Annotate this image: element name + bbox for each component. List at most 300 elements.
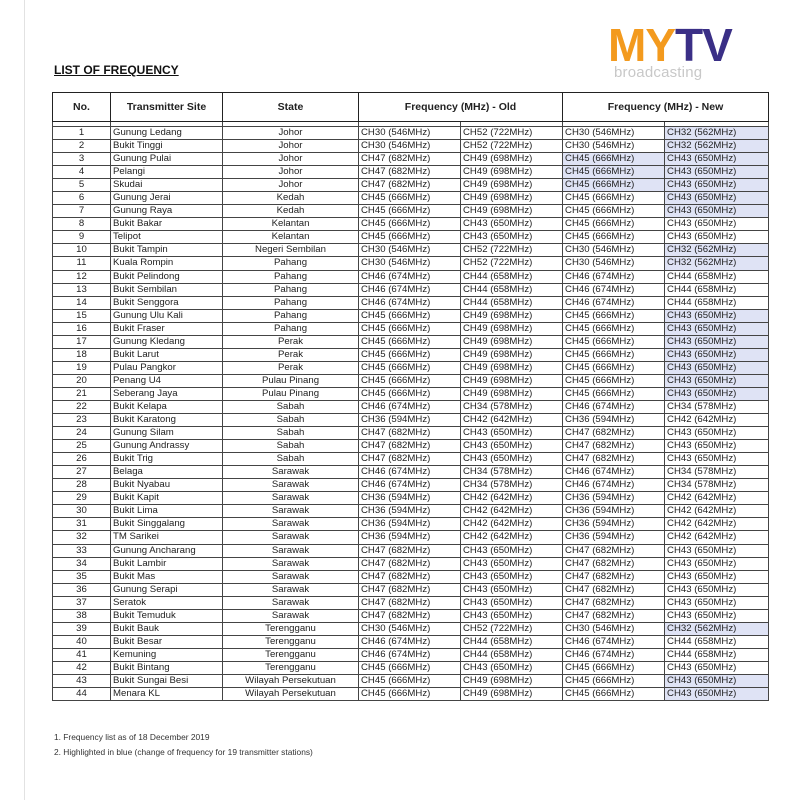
new-freq-2-cell: CH42 (642MHz): [665, 531, 769, 544]
table-row: [53, 361, 769, 374]
state-cell: Sarawak: [223, 531, 359, 544]
new-freq-2-cell: CH43 (650MHz): [665, 322, 769, 335]
table-row: [53, 322, 769, 335]
old-freq-1-cell: CH46 (674MHz): [359, 466, 461, 479]
old-freq-1-cell: CH46 (674MHz): [359, 270, 461, 283]
state-cell: Sarawak: [223, 609, 359, 622]
state-cell: Negeri Sembilan: [223, 244, 359, 257]
new-freq-2-cell: CH43 (650MHz): [665, 205, 769, 218]
new-freq-2-cell: CH42 (642MHz): [665, 492, 769, 505]
new-freq-1-cell: CH47 (682MHz): [563, 570, 665, 583]
row-number-cell: 16: [53, 322, 111, 335]
state-cell: Pahang: [223, 309, 359, 322]
old-freq-1-cell: CH47 (682MHz): [359, 544, 461, 557]
row-number-cell: 13: [53, 283, 111, 296]
new-freq-2-cell: CH43 (650MHz): [665, 453, 769, 466]
row-number-cell: 18: [53, 348, 111, 361]
new-freq-1-cell: CH47 (682MHz): [563, 453, 665, 466]
row-number-cell: 10: [53, 244, 111, 257]
old-freq-1-cell: CH45 (666MHz): [359, 361, 461, 374]
old-freq-2-cell: CH49 (698MHz): [461, 309, 563, 322]
new-freq-2-cell: CH43 (650MHz): [665, 348, 769, 361]
old-freq-2-cell: CH43 (650MHz): [461, 661, 563, 674]
old-freq-2-cell: CH44 (658MHz): [461, 635, 563, 648]
new-freq-2-cell: CH43 (650MHz): [665, 309, 769, 322]
row-number-cell: 24: [53, 427, 111, 440]
state-cell: Pulau Pinang: [223, 387, 359, 400]
row-number-cell: 20: [53, 374, 111, 387]
state-cell: Sarawak: [223, 570, 359, 583]
state-cell: Sarawak: [223, 505, 359, 518]
new-freq-1-cell: CH30 (546MHz): [563, 127, 665, 140]
transmitter-site-cell: Bukit Bakar: [111, 218, 223, 231]
state-cell: Johor: [223, 179, 359, 192]
new-freq-1-cell: CH45 (666MHz): [563, 348, 665, 361]
new-freq-2-cell: CH34 (578MHz): [665, 479, 769, 492]
table-row: [53, 140, 769, 153]
new-freq-1-cell: CH47 (682MHz): [563, 544, 665, 557]
transmitter-site-cell: Bukit Larut: [111, 348, 223, 361]
old-freq-1-cell: CH45 (666MHz): [359, 205, 461, 218]
row-number-cell: 29: [53, 492, 111, 505]
old-freq-1-cell: CH47 (682MHz): [359, 166, 461, 179]
new-freq-1-cell: CH47 (682MHz): [563, 609, 665, 622]
state-cell: Pahang: [223, 322, 359, 335]
old-freq-1-cell: CH45 (666MHz): [359, 335, 461, 348]
transmitter-site-cell: Bukit Lima: [111, 505, 223, 518]
old-freq-1-cell: CH46 (674MHz): [359, 296, 461, 309]
new-freq-2-cell: CH43 (650MHz): [665, 570, 769, 583]
transmitter-site-cell: Bukit Fraser: [111, 322, 223, 335]
old-freq-2-cell: CH42 (642MHz): [461, 505, 563, 518]
old-freq-1-cell: CH47 (682MHz): [359, 583, 461, 596]
new-freq-2-cell: CH43 (650MHz): [665, 609, 769, 622]
row-number-cell: 14: [53, 296, 111, 309]
state-cell: Terengganu: [223, 635, 359, 648]
row-number-cell: 8: [53, 218, 111, 231]
table-row: [53, 635, 769, 648]
new-freq-2-cell: CH32 (562MHz): [665, 257, 769, 270]
new-freq-1-cell: CH47 (682MHz): [563, 557, 665, 570]
table-row: [53, 400, 769, 413]
old-freq-2-cell: CH49 (698MHz): [461, 166, 563, 179]
new-freq-1-cell: CH45 (666MHz): [563, 218, 665, 231]
row-number-cell: 9: [53, 231, 111, 244]
state-cell: Kedah: [223, 205, 359, 218]
old-freq-2-cell: CH42 (642MHz): [461, 518, 563, 531]
transmitter-site-cell: Bukit Trig: [111, 453, 223, 466]
new-freq-1-cell: CH30 (546MHz): [563, 257, 665, 270]
transmitter-site-cell: Bukit Karatong: [111, 414, 223, 427]
new-freq-1-cell: CH46 (674MHz): [563, 466, 665, 479]
table-row: [53, 531, 769, 544]
state-cell: Johor: [223, 140, 359, 153]
new-freq-2-cell: CH43 (650MHz): [665, 544, 769, 557]
new-freq-2-cell: CH42 (642MHz): [665, 518, 769, 531]
header-state: State: [223, 93, 359, 122]
new-freq-2-cell: CH43 (650MHz): [665, 335, 769, 348]
state-cell: Perak: [223, 335, 359, 348]
state-cell: Kelantan: [223, 218, 359, 231]
new-freq-2-cell: CH32 (562MHz): [665, 244, 769, 257]
old-freq-2-cell: CH43 (650MHz): [461, 427, 563, 440]
table-row: [53, 127, 769, 140]
old-freq-2-cell: CH43 (650MHz): [461, 570, 563, 583]
row-number-cell: 26: [53, 453, 111, 466]
state-cell: Sabah: [223, 414, 359, 427]
new-freq-1-cell: CH45 (666MHz): [563, 374, 665, 387]
state-cell: Wilayah Persekutuan: [223, 688, 359, 701]
old-freq-1-cell: CH45 (666MHz): [359, 387, 461, 400]
new-freq-1-cell: CH46 (674MHz): [563, 648, 665, 661]
new-freq-2-cell: CH44 (658MHz): [665, 283, 769, 296]
table-row: [53, 205, 769, 218]
new-freq-2-cell: CH43 (650MHz): [665, 583, 769, 596]
row-number-cell: 28: [53, 479, 111, 492]
row-number-cell: 36: [53, 583, 111, 596]
state-cell: Pahang: [223, 270, 359, 283]
header-no: No.: [53, 93, 111, 122]
row-number-cell: 23: [53, 414, 111, 427]
row-number-cell: 22: [53, 400, 111, 413]
state-cell: Sabah: [223, 400, 359, 413]
table-row: [53, 257, 769, 270]
table-row: [53, 492, 769, 505]
row-number-cell: 43: [53, 674, 111, 687]
new-freq-1-cell: CH45 (666MHz): [563, 192, 665, 205]
old-freq-2-cell: CH42 (642MHz): [461, 531, 563, 544]
transmitter-site-cell: Gunung Andrassy: [111, 440, 223, 453]
transmitter-site-cell: Gunung Jerai: [111, 192, 223, 205]
new-freq-1-cell: CH30 (546MHz): [563, 140, 665, 153]
state-cell: Pahang: [223, 283, 359, 296]
new-freq-2-cell: CH34 (578MHz): [665, 400, 769, 413]
new-freq-2-cell: CH43 (650MHz): [665, 596, 769, 609]
table-header-row: [53, 93, 769, 122]
old-freq-1-cell: CH47 (682MHz): [359, 453, 461, 466]
transmitter-site-cell: Menara KL: [111, 688, 223, 701]
new-freq-2-cell: CH34 (578MHz): [665, 466, 769, 479]
old-freq-2-cell: CH44 (658MHz): [461, 296, 563, 309]
new-freq-1-cell: CH45 (666MHz): [563, 674, 665, 687]
old-freq-1-cell: CH30 (546MHz): [359, 622, 461, 635]
row-number-cell: 2: [53, 140, 111, 153]
row-number-cell: 7: [53, 205, 111, 218]
transmitter-site-cell: Gunung Serapi: [111, 583, 223, 596]
old-freq-1-cell: CH36 (594MHz): [359, 492, 461, 505]
state-cell: Terengganu: [223, 622, 359, 635]
row-number-cell: 33: [53, 544, 111, 557]
header-frequency-old: Frequency (MHz) - Old: [359, 93, 563, 122]
transmitter-site-cell: Bukit Lambir: [111, 557, 223, 570]
row-number-cell: 37: [53, 596, 111, 609]
new-freq-1-cell: CH36 (594MHz): [563, 505, 665, 518]
old-freq-2-cell: CH49 (698MHz): [461, 348, 563, 361]
new-freq-1-cell: CH47 (682MHz): [563, 596, 665, 609]
table-row: [53, 557, 769, 570]
new-freq-1-cell: CH36 (594MHz): [563, 414, 665, 427]
table-row: [53, 231, 769, 244]
old-freq-2-cell: CH34 (578MHz): [461, 400, 563, 413]
table-row: [53, 661, 769, 674]
transmitter-site-cell: Pulau Pangkor: [111, 361, 223, 374]
old-freq-1-cell: CH45 (666MHz): [359, 322, 461, 335]
old-freq-1-cell: CH47 (682MHz): [359, 179, 461, 192]
transmitter-site-cell: Gunung Silam: [111, 427, 223, 440]
transmitter-site-cell: Bukit Temuduk: [111, 609, 223, 622]
transmitter-site-cell: Bukit Senggora: [111, 296, 223, 309]
old-freq-1-cell: CH36 (594MHz): [359, 505, 461, 518]
transmitter-site-cell: Bukit Nyabau: [111, 479, 223, 492]
old-freq-2-cell: CH49 (698MHz): [461, 688, 563, 701]
old-freq-2-cell: CH44 (658MHz): [461, 283, 563, 296]
state-cell: Pulau Pinang: [223, 374, 359, 387]
table-row: [53, 179, 769, 192]
old-freq-2-cell: CH49 (698MHz): [461, 322, 563, 335]
new-freq-2-cell: CH43 (650MHz): [665, 440, 769, 453]
transmitter-site-cell: Bukit Mas: [111, 570, 223, 583]
new-freq-1-cell: CH45 (666MHz): [563, 688, 665, 701]
old-freq-2-cell: CH49 (698MHz): [461, 179, 563, 192]
table-row: [53, 335, 769, 348]
new-freq-1-cell: CH45 (666MHz): [563, 661, 665, 674]
new-freq-2-cell: CH42 (642MHz): [665, 414, 769, 427]
new-freq-1-cell: CH46 (674MHz): [563, 270, 665, 283]
transmitter-site-cell: Gunung Ulu Kali: [111, 309, 223, 322]
state-cell: Sarawak: [223, 466, 359, 479]
old-freq-2-cell: CH52 (722MHz): [461, 244, 563, 257]
row-number-cell: 31: [53, 518, 111, 531]
old-freq-1-cell: CH46 (674MHz): [359, 635, 461, 648]
transmitter-site-cell: Bukit Kelapa: [111, 400, 223, 413]
row-number-cell: 19: [53, 361, 111, 374]
logo-mark-my: MY: [608, 19, 675, 71]
table-row: [53, 218, 769, 231]
old-freq-1-cell: CH45 (666MHz): [359, 309, 461, 322]
new-freq-1-cell: CH46 (674MHz): [563, 400, 665, 413]
new-freq-2-cell: CH43 (650MHz): [665, 661, 769, 674]
old-freq-1-cell: CH45 (666MHz): [359, 192, 461, 205]
transmitter-site-cell: Bukit Pelindong: [111, 270, 223, 283]
table-row: [53, 374, 769, 387]
table-body: [53, 122, 769, 701]
old-freq-2-cell: CH42 (642MHz): [461, 414, 563, 427]
new-freq-2-cell: CH43 (650MHz): [665, 218, 769, 231]
transmitter-site-cell: TM Sarikei: [111, 531, 223, 544]
table-row: [53, 622, 769, 635]
old-freq-1-cell: CH47 (682MHz): [359, 153, 461, 166]
old-freq-2-cell: CH49 (698MHz): [461, 192, 563, 205]
row-number-cell: 3: [53, 153, 111, 166]
row-number-cell: 21: [53, 387, 111, 400]
state-cell: Johor: [223, 153, 359, 166]
new-freq-1-cell: CH46 (674MHz): [563, 283, 665, 296]
new-freq-2-cell: CH43 (650MHz): [665, 231, 769, 244]
mytv-logo: [608, 19, 768, 84]
new-freq-2-cell: CH43 (650MHz): [665, 179, 769, 192]
row-number-cell: 5: [53, 179, 111, 192]
state-cell: Perak: [223, 348, 359, 361]
table-row: [53, 348, 769, 361]
table-row: [53, 544, 769, 557]
old-freq-1-cell: CH45 (666MHz): [359, 688, 461, 701]
new-freq-1-cell: CH45 (666MHz): [563, 231, 665, 244]
state-cell: Kedah: [223, 192, 359, 205]
table-row: [53, 192, 769, 205]
old-freq-1-cell: CH47 (682MHz): [359, 427, 461, 440]
transmitter-site-cell: Gunung Pulai: [111, 153, 223, 166]
page-edge: [24, 0, 25, 800]
old-freq-1-cell: CH45 (666MHz): [359, 374, 461, 387]
old-freq-1-cell: CH30 (546MHz): [359, 244, 461, 257]
row-number-cell: 27: [53, 466, 111, 479]
new-freq-2-cell: CH43 (650MHz): [665, 674, 769, 687]
state-cell: Terengganu: [223, 661, 359, 674]
transmitter-site-cell: Pelangi: [111, 166, 223, 179]
old-freq-1-cell: CH47 (682MHz): [359, 557, 461, 570]
new-freq-1-cell: CH45 (666MHz): [563, 387, 665, 400]
table-row: [53, 283, 769, 296]
row-number-cell: 4: [53, 166, 111, 179]
new-freq-2-cell: CH32 (562MHz): [665, 622, 769, 635]
new-freq-1-cell: CH36 (594MHz): [563, 492, 665, 505]
row-number-cell: 34: [53, 557, 111, 570]
row-number-cell: 12: [53, 270, 111, 283]
old-freq-1-cell: CH45 (666MHz): [359, 348, 461, 361]
old-freq-2-cell: CH49 (698MHz): [461, 674, 563, 687]
old-freq-2-cell: CH43 (650MHz): [461, 440, 563, 453]
logo-mark: [608, 19, 768, 71]
row-number-cell: 32: [53, 531, 111, 544]
transmitter-site-cell: Gunung Kledang: [111, 335, 223, 348]
old-freq-2-cell: CH43 (650MHz): [461, 453, 563, 466]
old-freq-2-cell: CH49 (698MHz): [461, 374, 563, 387]
transmitter-site-cell: Telipot: [111, 231, 223, 244]
new-freq-1-cell: CH36 (594MHz): [563, 531, 665, 544]
table-row: [53, 505, 769, 518]
row-number-cell: 30: [53, 505, 111, 518]
transmitter-site-cell: Gunung Ledang: [111, 127, 223, 140]
new-freq-2-cell: CH43 (650MHz): [665, 192, 769, 205]
state-cell: Kelantan: [223, 231, 359, 244]
table-row: [53, 453, 769, 466]
row-number-cell: 11: [53, 257, 111, 270]
footnote-1: 1. Frequency list as of 18 December 2019: [54, 732, 210, 742]
old-freq-1-cell: CH47 (682MHz): [359, 440, 461, 453]
old-freq-2-cell: CH43 (650MHz): [461, 544, 563, 557]
table-row: [53, 270, 769, 283]
logo-mark-tv: TV: [675, 19, 732, 71]
transmitter-site-cell: Kuala Rompin: [111, 257, 223, 270]
transmitter-site-cell: Belaga: [111, 466, 223, 479]
state-cell: Sarawak: [223, 544, 359, 557]
new-freq-1-cell: CH45 (666MHz): [563, 322, 665, 335]
row-number-cell: 35: [53, 570, 111, 583]
table-row: [53, 427, 769, 440]
new-freq-1-cell: CH45 (666MHz): [563, 309, 665, 322]
table-row: [53, 596, 769, 609]
header-transmitter-site: Transmitter Site: [111, 93, 223, 122]
transmitter-site-cell: Bukit Kapit: [111, 492, 223, 505]
new-freq-1-cell: CH46 (674MHz): [563, 479, 665, 492]
old-freq-2-cell: CH44 (658MHz): [461, 270, 563, 283]
logo-subtitle: broadcasting: [614, 64, 703, 81]
new-freq-2-cell: CH44 (658MHz): [665, 635, 769, 648]
header-frequency-new: Frequency (MHz) - New: [563, 93, 769, 122]
table-row: [53, 387, 769, 400]
new-freq-2-cell: CH43 (650MHz): [665, 153, 769, 166]
new-freq-2-cell: CH43 (650MHz): [665, 361, 769, 374]
new-freq-2-cell: CH43 (650MHz): [665, 374, 769, 387]
state-cell: Sabah: [223, 453, 359, 466]
old-freq-1-cell: CH46 (674MHz): [359, 283, 461, 296]
table-row: [53, 479, 769, 492]
table-row: [53, 414, 769, 427]
old-freq-1-cell: CH46 (674MHz): [359, 648, 461, 661]
transmitter-site-cell: Bukit Tampin: [111, 244, 223, 257]
new-freq-1-cell: CH47 (682MHz): [563, 583, 665, 596]
old-freq-1-cell: CH45 (666MHz): [359, 661, 461, 674]
old-freq-1-cell: CH45 (666MHz): [359, 218, 461, 231]
state-cell: Terengganu: [223, 648, 359, 661]
row-number-cell: 17: [53, 335, 111, 348]
transmitter-site-cell: Bukit Sembilan: [111, 283, 223, 296]
table-row: [53, 440, 769, 453]
old-freq-1-cell: CH45 (666MHz): [359, 674, 461, 687]
new-freq-2-cell: CH44 (658MHz): [665, 270, 769, 283]
new-freq-2-cell: CH43 (650MHz): [665, 688, 769, 701]
old-freq-1-cell: CH45 (666MHz): [359, 231, 461, 244]
transmitter-site-cell: Bukit Tinggi: [111, 140, 223, 153]
transmitter-site-cell: Bukit Sungai Besi: [111, 674, 223, 687]
state-cell: Pahang: [223, 257, 359, 270]
new-freq-1-cell: CH45 (666MHz): [563, 153, 665, 166]
table-row: [53, 609, 769, 622]
table-row: [53, 674, 769, 687]
state-cell: Sarawak: [223, 479, 359, 492]
transmitter-site-cell: Bukit Bauk: [111, 622, 223, 635]
state-cell: Johor: [223, 166, 359, 179]
old-freq-2-cell: CH43 (650MHz): [461, 218, 563, 231]
transmitter-site-cell: Seratok: [111, 596, 223, 609]
state-cell: Wilayah Persekutuan: [223, 674, 359, 687]
old-freq-2-cell: CH52 (722MHz): [461, 257, 563, 270]
table-row: [53, 166, 769, 179]
row-number-cell: 15: [53, 309, 111, 322]
new-freq-1-cell: CH45 (666MHz): [563, 361, 665, 374]
old-freq-2-cell: CH43 (650MHz): [461, 596, 563, 609]
table-row: [53, 570, 769, 583]
row-number-cell: 44: [53, 688, 111, 701]
transmitter-site-cell: Seberang Jaya: [111, 387, 223, 400]
old-freq-2-cell: CH52 (722MHz): [461, 140, 563, 153]
new-freq-1-cell: CH45 (666MHz): [563, 166, 665, 179]
new-freq-1-cell: CH45 (666MHz): [563, 205, 665, 218]
new-freq-1-cell: CH30 (546MHz): [563, 244, 665, 257]
transmitter-site-cell: Bukit Singgalang: [111, 518, 223, 531]
state-cell: Sarawak: [223, 583, 359, 596]
state-cell: Sabah: [223, 427, 359, 440]
new-freq-1-cell: CH36 (594MHz): [563, 518, 665, 531]
table-row: [53, 466, 769, 479]
new-freq-2-cell: CH43 (650MHz): [665, 427, 769, 440]
old-freq-2-cell: CH44 (658MHz): [461, 648, 563, 661]
row-number-cell: 41: [53, 648, 111, 661]
old-freq-1-cell: CH46 (674MHz): [359, 400, 461, 413]
old-freq-2-cell: CH52 (722MHz): [461, 622, 563, 635]
old-freq-1-cell: CH36 (594MHz): [359, 531, 461, 544]
old-freq-2-cell: CH43 (650MHz): [461, 231, 563, 244]
